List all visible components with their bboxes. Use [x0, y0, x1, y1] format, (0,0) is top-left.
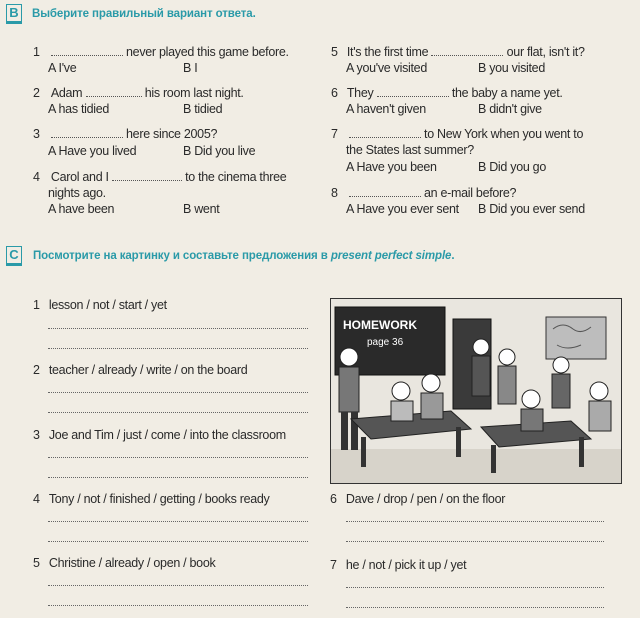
item-number: 6	[331, 86, 338, 100]
b-item-4-option-a: A have been	[48, 202, 115, 216]
c-item-7	[330, 558, 466, 572]
b-item-7-option-a: A Have you been	[346, 160, 437, 174]
item-text: our flat, isn't it?	[506, 45, 585, 59]
c-item-2	[33, 363, 247, 377]
b-item-5-option-a: A you've visited	[346, 61, 427, 75]
b-item-7-option-b: B Did you go	[478, 160, 546, 174]
b-item-8-option-b: B Did you ever send	[478, 202, 585, 216]
b-item-2	[33, 86, 244, 100]
answer-line[interactable]	[48, 457, 308, 458]
item-text-pre: Carol and I	[50, 170, 109, 184]
answer-line[interactable]	[48, 605, 308, 606]
section-c-letter: C	[6, 246, 22, 266]
blank-line	[51, 45, 123, 56]
b-item-6-option-b: B didn't give	[478, 102, 542, 116]
answer-line[interactable]	[48, 392, 308, 393]
b-item-1-option-b: B I	[183, 61, 198, 75]
section-b-letter: B	[6, 4, 22, 24]
item-number: 3	[33, 127, 40, 141]
c-item-6	[330, 492, 505, 506]
b-item-2-option-b: B tidied	[183, 102, 223, 116]
blank-line	[86, 86, 142, 97]
b-item-8	[331, 186, 516, 200]
blank-line	[377, 86, 449, 97]
board-text-1: HOMEWORK	[343, 318, 417, 332]
c-item-5	[33, 556, 215, 570]
item-text: he / not / pick it up / yet	[345, 558, 467, 572]
b-item-6-option-a: A haven't given	[346, 102, 426, 116]
answer-line[interactable]	[48, 412, 308, 413]
item-number: 5	[331, 45, 338, 59]
item-text: Dave / drop / pen / on the floor	[345, 492, 506, 506]
classroom-picture	[330, 298, 622, 484]
answer-line[interactable]	[48, 585, 308, 586]
wall-map	[546, 317, 606, 359]
b-item-3-option-b: B Did you live	[183, 144, 256, 158]
b-item-1-option-a: A I've	[48, 61, 77, 75]
item-number: 5	[33, 556, 40, 570]
b-item-2-option-a: A has tidied	[48, 102, 110, 116]
b-item-3	[33, 127, 217, 141]
item-number: 7	[331, 127, 338, 141]
b-item-8-option-a: A Have you ever sent	[346, 202, 459, 216]
section-c-title	[33, 250, 454, 262]
board-text-2: page 36	[367, 337, 404, 348]
item-text: to the cinema three	[185, 170, 287, 184]
item-text-pre: Adam	[50, 86, 83, 100]
b-item-3-option-a: A Have you lived	[48, 144, 137, 158]
item-text: the baby a name yet.	[451, 86, 563, 100]
item-text: Joe and Tim / just / come / into the classroom	[48, 428, 286, 442]
item-text: to New York when you went to	[424, 127, 584, 141]
classroom-illustration	[331, 299, 621, 483]
b-item-6	[331, 86, 563, 100]
item-number: 1	[33, 298, 40, 312]
b-item-4	[33, 170, 286, 184]
item-number: 2	[33, 363, 40, 377]
blank-line	[112, 170, 182, 181]
item-number: 2	[33, 86, 40, 100]
section-c-title-emphasis: present perfect simple	[330, 250, 452, 262]
item-text-pre: They	[346, 86, 374, 100]
answer-line[interactable]	[346, 587, 604, 588]
answer-line[interactable]	[48, 477, 308, 478]
item-text: Christine / already / open / book	[48, 556, 216, 570]
item-number: 4	[33, 170, 40, 184]
b-item-7-line2: the States last summer?	[346, 143, 474, 157]
item-text: never played this game before.	[126, 45, 289, 59]
item-text: Tony / not / finished / getting / books ready	[48, 492, 270, 506]
item-number: 4	[33, 492, 40, 506]
c-item-3	[33, 428, 286, 442]
item-text: his room last night.	[144, 86, 244, 100]
item-number: 1	[33, 45, 40, 59]
b-item-4-line2: nights ago.	[48, 186, 106, 200]
answer-line[interactable]	[346, 521, 604, 522]
item-number: 8	[331, 186, 338, 200]
item-text: here since 2005?	[126, 127, 218, 141]
blank-line	[51, 127, 123, 138]
item-text: teacher / already / write / on the board	[48, 363, 248, 377]
b-item-1	[33, 45, 289, 59]
item-number: 3	[33, 428, 40, 442]
section-b-title: Выберите правильный вариант ответа.	[32, 8, 256, 20]
b-item-7	[331, 127, 583, 141]
item-number: 7	[330, 558, 337, 572]
blank-line	[349, 186, 421, 197]
item-text: an e-mail before?	[424, 186, 517, 200]
item-text-pre: It's the first time	[346, 45, 429, 59]
answer-line[interactable]	[48, 521, 308, 522]
answer-line[interactable]	[48, 328, 308, 329]
answer-line[interactable]	[48, 541, 308, 542]
answer-line[interactable]	[48, 348, 308, 349]
answer-line[interactable]	[346, 607, 604, 608]
c-item-4	[33, 492, 270, 506]
item-text: lesson / not / start / yet	[48, 298, 167, 312]
blank-line	[431, 45, 503, 56]
section-c-title-text: Посмотрите на картинку и составьте предложения в	[33, 250, 331, 262]
b-item-4-option-b: B went	[183, 202, 220, 216]
b-item-5-option-b: B you visited	[478, 61, 545, 75]
b-item-5	[331, 45, 585, 59]
item-number: 6	[330, 492, 337, 506]
blank-line	[349, 127, 421, 138]
section-c-title-end: .	[451, 250, 455, 262]
c-item-1	[33, 298, 167, 312]
answer-line[interactable]	[346, 541, 604, 542]
